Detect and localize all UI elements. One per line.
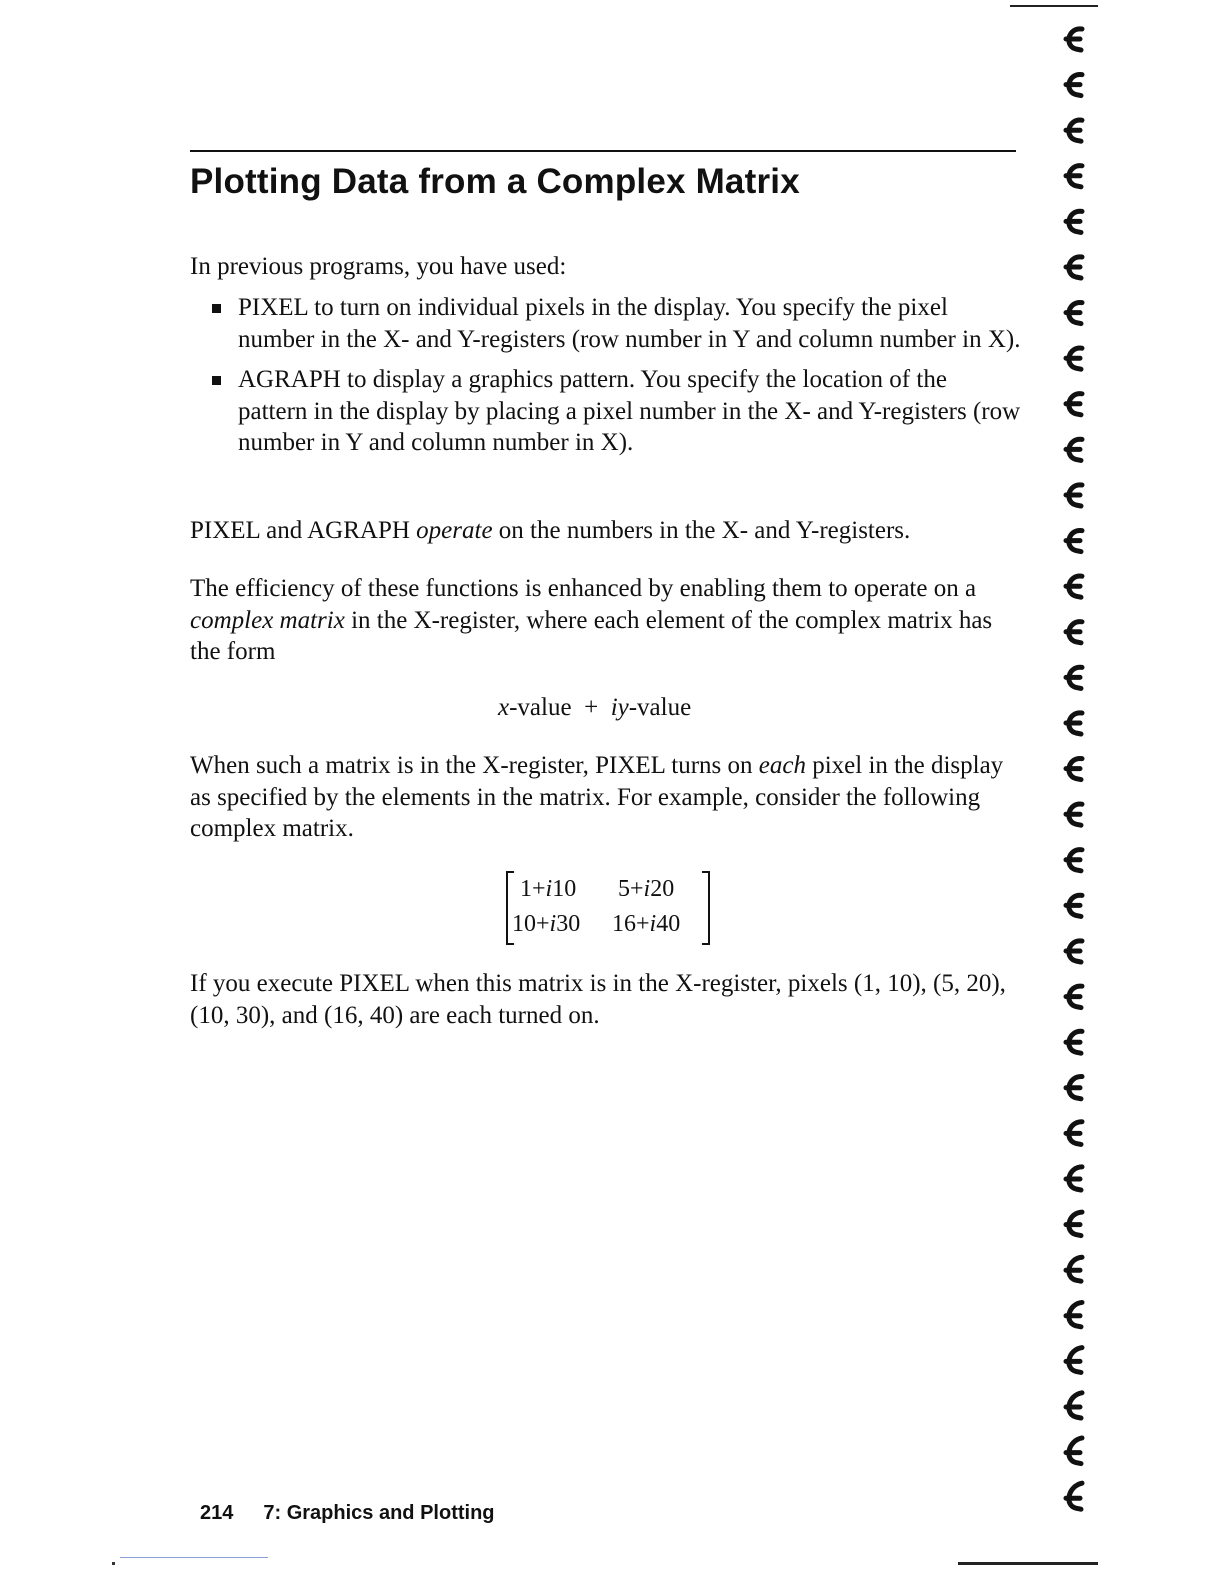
efficiency-text-after: in the X-register, where each element of the complex matrix has the form (190, 606, 993, 665)
bullet-list (212, 292, 1022, 468)
binding-ring (1066, 1257, 1082, 1281)
when-paragraph (190, 750, 1020, 845)
binding-ring (1066, 257, 1082, 278)
binding-ring (1066, 1167, 1082, 1190)
bullet-item-agraph (212, 364, 1022, 459)
binding-ring (1066, 1438, 1082, 1464)
binding-ring (1066, 348, 1082, 369)
binding-ring (1066, 576, 1082, 597)
bullet-item-pixel (212, 292, 1022, 355)
binding-ring (1066, 166, 1082, 187)
binding-ring (1066, 895, 1082, 916)
operate-text-before: PIXEL and AGRAPH (190, 517, 417, 544)
efficiency-emphasis: complex matrix (190, 606, 345, 634)
binding-ring (1066, 1122, 1082, 1145)
binding-ring (1066, 850, 1082, 871)
binding-ring (1066, 1348, 1082, 1373)
binding-ring (1066, 211, 1082, 232)
matrix-right-bracket (702, 871, 710, 945)
scan-edge-line (120, 1557, 268, 1558)
binding-ring (1066, 1483, 1082, 1509)
scan-dot (112, 1562, 115, 1565)
efficiency-paragraph (190, 573, 1020, 668)
when-emphasis: each (758, 752, 806, 779)
binding-ring (1066, 302, 1082, 323)
matrix-cell: 16+i40 (612, 911, 681, 937)
spiral-binding (1052, 0, 1224, 1584)
bullet-text: PIXEL to turn on individual pixels in the display. You specify the pixel number in the X- and Y-registers (row number in Y and column number in X). (238, 294, 1021, 353)
binding-ring (1066, 29, 1082, 50)
formula-x-rest: -value (509, 694, 572, 721)
formula-plus: + (584, 694, 599, 721)
operate-emphasis: operate (416, 517, 493, 544)
complex-matrix (506, 871, 710, 943)
operate-text-after: on the numbers in the X- and Y-registers. (492, 517, 911, 544)
section-rule (190, 150, 1016, 152)
complex-form-formula (498, 692, 691, 724)
binding-ring (1066, 713, 1082, 734)
binding-ring (1066, 120, 1082, 141)
section-title: Plotting Data from a Complex Matrix (190, 162, 800, 201)
binding-ring (1066, 1302, 1082, 1326)
binding-bottom-line (958, 1562, 1098, 1565)
binding-ring (1066, 1212, 1082, 1236)
square-bullet-icon (212, 304, 221, 313)
formula-iy-var: iy (610, 694, 629, 721)
binding-ring (1066, 485, 1082, 506)
formula-y-rest: -value (628, 694, 692, 721)
binding-ring (1066, 941, 1082, 962)
page-number: 214 (200, 1502, 234, 1524)
binding-ring (1066, 804, 1082, 825)
when-text-before: When such a matrix is in the X-register, PIXEL turns on (190, 752, 759, 779)
matrix-cell: 10+i30 (512, 911, 581, 937)
binding-ring (1066, 986, 1082, 1008)
when-text-after: pixel in the display as specified by the elements in the matrix. For example, consider the following complex matrix. (190, 752, 1004, 842)
matrix-cell: 5+i20 (618, 876, 675, 902)
binding-ring (1066, 758, 1082, 779)
binding-ring (1066, 667, 1082, 688)
bullet-text: AGRAPH to display a graphics pattern. You specify the location of the pattern in the display by placing a pixel number in the X- and Y-registers (row number in Y and column number in X). (238, 366, 1021, 456)
binding-ring (1066, 74, 1082, 95)
page-footer (200, 1500, 495, 1526)
efficiency-text-before: The efficiency of these functions is enhanced by enabling them to operate on a (190, 575, 977, 602)
operate-paragraph (190, 515, 1020, 547)
intro-paragraph: In previous programs, you have used: (190, 253, 567, 280)
binding-ring (1066, 394, 1082, 415)
ifyou-paragraph: If you execute PIXEL when this matrix is in the X-register, pixels (1, 10), (5, 20), (10, 30), and (16, 40) are each turned on. (190, 970, 1006, 1029)
square-bullet-icon (212, 376, 221, 385)
binding-ring (1066, 622, 1082, 643)
matrix-cell: 1+i10 (520, 876, 577, 902)
binding-ring (1066, 1393, 1082, 1418)
binding-ring (1066, 1077, 1082, 1099)
binding-ring (1066, 439, 1082, 460)
formula-x-var: x (498, 694, 510, 721)
chapter-title: 7: Graphics and Plotting (263, 1502, 495, 1524)
binding-ring (1066, 1031, 1082, 1053)
binding-ring (1066, 530, 1082, 551)
